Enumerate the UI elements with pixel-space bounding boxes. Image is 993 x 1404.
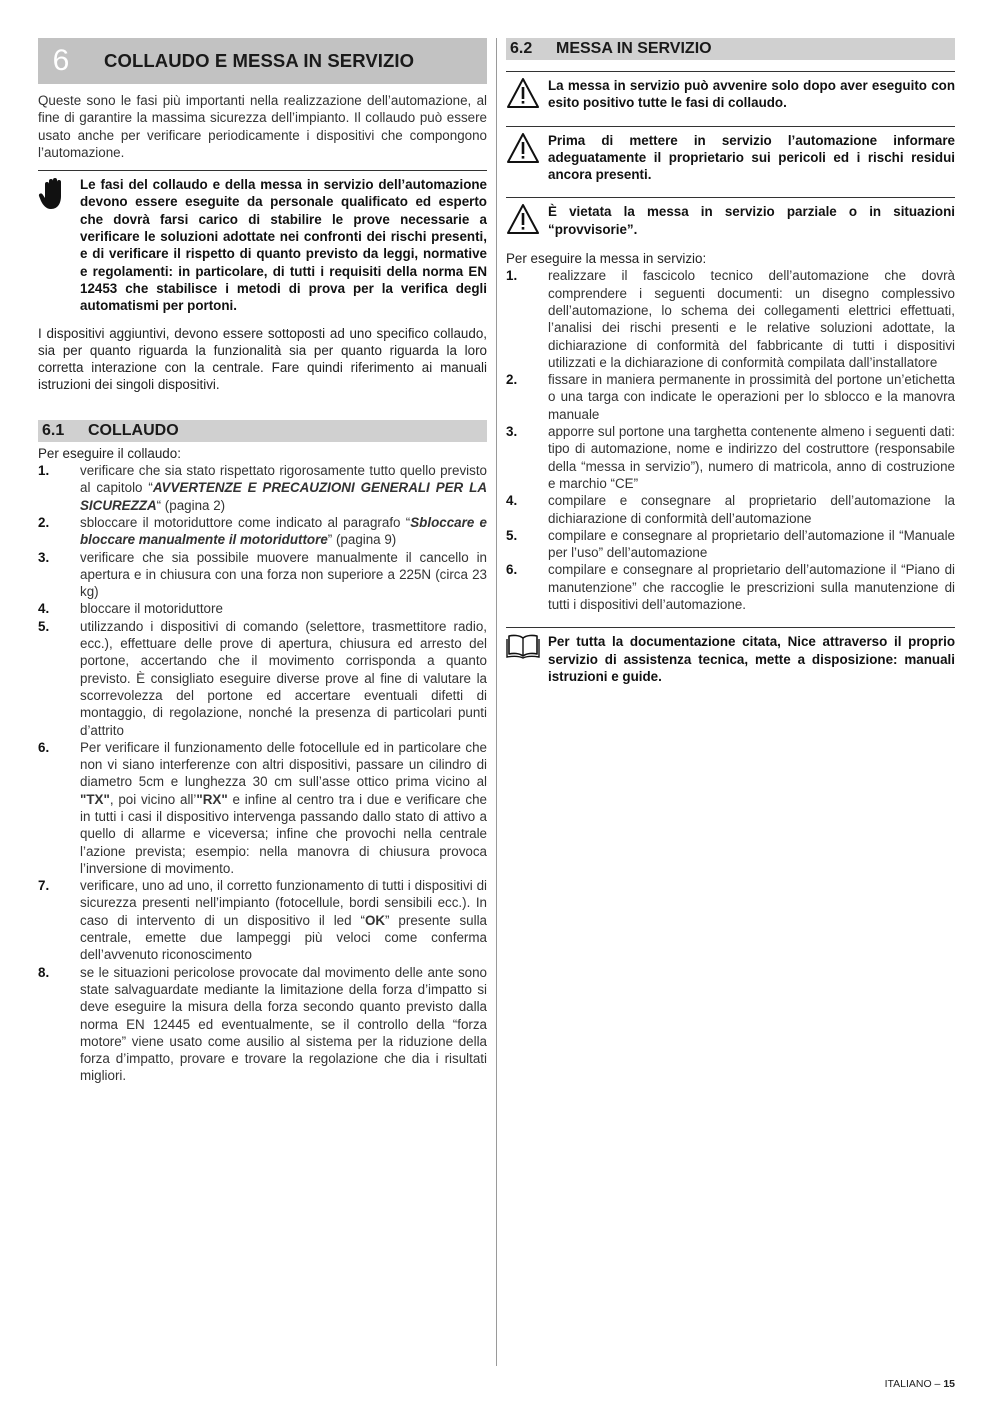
item-text: utilizzando i dispositivi di comando (selettore, trasmettitore radio, ecc.), effettuare delle prove di apertura, chiusura ed arresto del portone, accertando che il movimento corrisponda a quanto previsto. È consigliato eseguire diverse prove al fine di valutare la scorrevolezza del portone ed accertare eventuali difetti di montaggio, di regolazione, nonché la presenza di particolari punti d’attrito <box>80 618 487 738</box>
item-number: 7. <box>38 878 50 894</box>
item-number: 4. <box>506 493 518 509</box>
list-item <box>506 527 955 562</box>
item-number: 1. <box>506 268 518 284</box>
book-notice <box>506 627 955 685</box>
footer-language: ITALIANO – <box>884 1378 944 1390</box>
right-column <box>506 38 955 685</box>
item-number: 3. <box>38 549 50 565</box>
item-number: 5. <box>38 618 50 634</box>
chapter-header <box>38 38 487 84</box>
section-title: MESSA IN SERVIZIO <box>556 40 712 58</box>
warning-notice <box>506 71 955 112</box>
warning-triangle-icon <box>506 203 548 238</box>
list-item <box>38 514 487 549</box>
section-number: 6.1 <box>42 422 65 440</box>
item-text: se le situazioni pericolose provocate dal movimento delle ante sono state salvaguardate mediante la limitazione della forza d’impatto si deve eseguire la misura della forza secondo quanto previsto dalla norma EN 12445 ed eventualmente, se il controllo della “forza motore” viene usato come ausilio al sistema per la riduzione della forza d’impatto, provare e trovare la regolazione che dia i risultati migliori. <box>80 964 487 1084</box>
item-text: sbloccare il motoriduttore come indicato al paragrafo “Sbloccare e bloccare manualmente il motoriduttore” (pagina 9) <box>80 514 487 548</box>
list-item <box>38 600 487 617</box>
chapter-intro: Queste sono le fasi più importanti nella realizzazione dell’automazione, al fine di garantire la massima sicurezza dell’impianto. Il collaudo può essere usato anche per verificare periodicamente i dispositivi che compongono l’automazione. <box>38 93 487 160</box>
chapter-title: COLLAUDO E MESSA IN SERVIZIO <box>104 50 415 72</box>
list-item <box>38 618 487 739</box>
section-6-2-lead: Per eseguire la messa in servizio: <box>506 251 707 267</box>
item-text: verificare che sia stato rispettato rigorosamente tutto quello previsto al capitolo “AVVERTENZE E PRECAUZIONI GENERALI PER LA SICUREZZA“ (pagina 2) <box>80 463 487 513</box>
list-item <box>506 423 955 492</box>
item-text: fissare in maniera permanente in prossimità del portone un’etichetta o una targa con indicate le operazioni per lo sblocco e la manovra manuale <box>548 372 955 422</box>
warning-text: Prima di mettere in servizio l’automazione informare adeguatamente il proprietario sui pericoli ed i rischi residui ancora presenti. <box>548 132 955 183</box>
warning-triangle-icon <box>506 132 548 184</box>
page-footer <box>700 1376 955 1393</box>
list-item <box>38 739 487 877</box>
item-number: 5. <box>506 527 518 543</box>
collaudo-steps <box>38 462 487 1085</box>
hand-notice-text: Le fasi del collaudo e della messa in servizio dell’automazione devono essere eseguite da personale qualificato ed esperto che dovrà farsi carico di stabilire le prove necessarie a verificare le soluzioni adottate nei confronti dei rischi presenti, e di verificare il rispetto di quanto previsto da leggi, normative e regolamenti: in particolare, di tutti i requisiti della norma EN 12453 che stabilisce i metodi di prova per la verifica degli automatismi per portoni. <box>80 177 487 314</box>
list-item <box>38 877 487 963</box>
item-number: 2. <box>38 514 50 530</box>
section-6-1-lead: Per eseguire il collaudo: <box>38 445 181 461</box>
item-number: 1. <box>38 463 50 479</box>
item-number: 2. <box>506 372 518 388</box>
chapter-number: 6 <box>52 44 70 77</box>
hand-notice <box>38 170 487 314</box>
list-item <box>506 371 955 423</box>
warning-notice <box>506 197 955 238</box>
item-text: apporre sul portone una targhetta contenente almeno i seguenti dati: tipo di automazione, nome e indirizzo del costruttore (responsabile della “messa in servizio”), numero di matricola, anno di costruzione e marchio “CE” <box>548 424 955 491</box>
item-text: compilare e consegnare al proprietario dell’automazione il “Manuale per l’uso” dell’automazione <box>548 527 955 561</box>
section-title: COLLAUDO <box>88 422 179 440</box>
section-6-1-header <box>38 420 487 442</box>
list-item <box>506 561 955 613</box>
item-number: 4. <box>38 601 50 617</box>
section-6-2-header <box>506 38 955 60</box>
list-item <box>38 549 487 601</box>
item-text: bloccare il motoriduttore <box>80 601 223 617</box>
book-notice-text: Per tutta la documentazione citata, Nice attraverso il proprio servizio di assistenza tecnica, mette a disposizione: manuali istruzioni e guide. <box>548 634 955 684</box>
item-number: 6. <box>38 739 50 755</box>
warning-triangle-icon <box>506 77 548 112</box>
warning-text: La messa in servizio può avvenire solo dopo aver eseguito con esito positivo tutte le fasi di collaudo. <box>548 78 955 111</box>
section-number: 6.2 <box>510 40 533 58</box>
warning-notice <box>506 126 955 184</box>
list-item <box>38 964 487 1085</box>
item-number: 6. <box>506 562 518 578</box>
warning-text: È vietata la messa in servizio parziale o in situazioni “provvisorie”. <box>548 204 955 237</box>
list-item <box>506 492 955 527</box>
item-text: Per verificare il funzionamento delle fotocellule ed in particolare che non vi siano interferenze con altri dispositivi, passare un cilindro di diametro 5cm e lunghezza 30 cm sull’asse ottico prima vicino al "TX", poi vicino all’"RX" e infine al centro tra i due e verificare che in tutti i casi il dispositivo intervenga passando dallo stato di attivo a quello di allarme e viceversa; infine che provochi nella centrale l’azione prevista; esempio: nella manovra di chiusura provoca l’inversione di movimento. <box>80 739 488 876</box>
list-item <box>506 267 955 371</box>
item-text: verificare che sia possibile muovere manualmente il cancello in apertura e in chiusura con una forza non superiore a 225N (circa 23 kg) <box>80 549 487 600</box>
hand-stop-icon <box>38 176 80 314</box>
left-column <box>38 38 487 1085</box>
item-text: verificare, uno ad uno, il corretto funzionamento di tutti i dispositivi di sicurezza presenti nell’impianto (fotocellule, bordi sensibili ecc.). In caso di intervento di un dispositivo il led “OK” presente sulla centrale, emette due lampeggi più veloci come conferma dell’avvenuto riconoscimento <box>80 878 487 963</box>
additional-devices-paragraph: I dispositivi aggiuntivi, devono essere sottoposti ad uno specifico collaudo, sia per quanto riguarda la funzionalità sia per quanto riguarda la loro corretta interazione con la centrale. Fare quindi riferimento ai manuali istruzioni dei singoli dispositivi. <box>38 325 487 393</box>
item-number: 3. <box>506 424 518 440</box>
item-text: realizzare il fascicolo tecnico dell’automazione che dovrà comprendere i seguenti documenti: un disegno complessivo dell’automazione, lo schema dei collegamenti elettrici effettuati, l’analisi dei rischi presenti e le relative soluzioni adottate, la dichiarazione di conformità del fabbricante di tutti i dispositivi utilizzati e la dichiarazione di conformità compilata dall’installatore <box>548 268 955 370</box>
item-number: 8. <box>38 964 50 980</box>
messa-in-servizio-steps <box>506 267 955 613</box>
column-divider <box>496 38 497 1366</box>
page-number: 15 <box>943 1378 955 1390</box>
item-text: compilare e consegnare al proprietario dell’automazione il “Piano di manutenzione” che raccoglie le prescrizioni sulla manutenzione di tutti i dispositivi dell’automazione. <box>548 562 955 613</box>
open-book-icon <box>506 633 548 685</box>
list-item <box>38 462 487 514</box>
item-text: compilare e consegnare al proprietario dell’automazione la dichiarazione di conformità dell’automazione <box>548 493 955 526</box>
